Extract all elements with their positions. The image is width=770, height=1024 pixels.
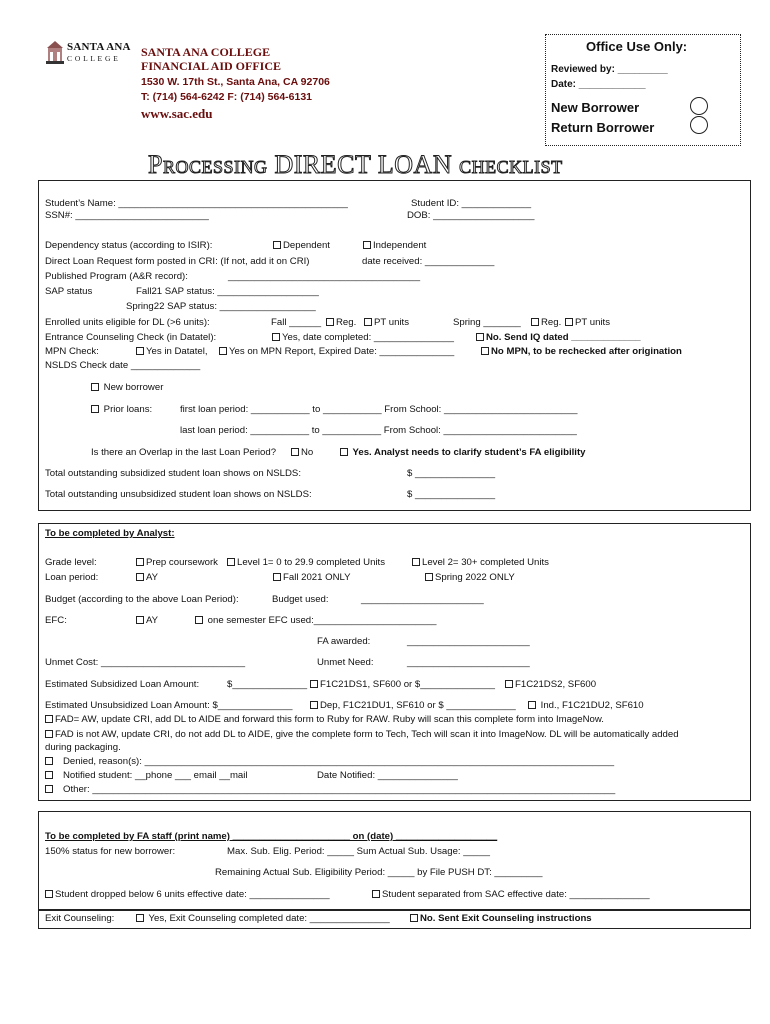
- return-borrower-radio[interactable]: [690, 116, 708, 134]
- return-borrower-label: Return Borrower: [551, 120, 655, 135]
- date-received-field[interactable]: date received: _____________: [362, 256, 495, 267]
- website-link[interactable]: www.sac.edu: [141, 106, 213, 121]
- unmet-need-label: Unmet Need:: [317, 657, 374, 668]
- enrolled-units-label: Enrolled units eligible for DL (>6 units):: [45, 317, 210, 328]
- new-borrower-radio[interactable]: [690, 97, 708, 115]
- exit-yes-checkbox[interactable]: Yes, Exit Counseling completed date: _______________: [136, 913, 390, 924]
- fall21-sap-field[interactable]: Fall21 SAP status: ___________________: [136, 286, 319, 297]
- budget-used-label: Budget used:: [272, 594, 329, 605]
- est-sub-ds2-checkbox[interactable]: F1C21DS2, SF600: [505, 679, 596, 690]
- dropped-below-checkbox[interactable]: Student dropped below 6 units effective date: _______________: [45, 889, 330, 900]
- total-unsubsidized-field[interactable]: $ _______________: [407, 489, 496, 500]
- mpn-report-checkbox[interactable]: Yes on MPN Report, Expired Date: ______________: [219, 346, 454, 357]
- unmet-cost-field[interactable]: Unmet Cost: ___________________________: [45, 657, 246, 668]
- fa-staff-heading: To be completed by FA staff (print name) ______________________ on (date) ___________________: [45, 831, 498, 842]
- fad-not-aw-checkbox[interactable]: FAD is not AW, update CRI, do not add DL to AIDE, give the complete form to Tech, Tech will scan it into ImageNow. DL will be automatically added: [45, 729, 679, 740]
- total-unsubsidized-label: Total outstanding unsubsidized student loan shows on NSLDS:: [45, 489, 312, 500]
- new-borrower-label: New Borrower: [551, 100, 640, 115]
- no-mpn-checkbox[interactable]: No MPN, to be rechecked after origination: [481, 346, 682, 357]
- unmet-need-field[interactable]: _______________________: [407, 657, 530, 668]
- mpn-check-label: MPN Check:: [45, 346, 99, 357]
- page-title: Processing DIRECT LOAN checklist: [148, 150, 563, 179]
- logo-text-line1: SANTA ANA: [67, 41, 131, 53]
- fad-aw-checkbox[interactable]: FAD= AW, update CRI, add DL to AIDE and forward this form to Ruby for RAW. Ruby will scan this complete form into ImageNow.: [45, 714, 604, 725]
- dependency-label: Dependency status (according to ISIR):: [45, 240, 213, 251]
- entrance-no-checkbox[interactable]: No. Send IQ dated _____________: [476, 332, 641, 343]
- est-unsub-dep-checkbox[interactable]: Dep, F1C21DU1, SF610 or $ _____________: [310, 700, 516, 711]
- last-loan-period-field[interactable]: last loan period: ___________ to ___________ From School: _________________________: [180, 425, 577, 436]
- office-date-field[interactable]: Date: ____________: [551, 79, 646, 90]
- spring2022-checkbox[interactable]: Spring 2022 ONLY: [425, 572, 515, 583]
- status150-label: 150% status for new borrower:: [45, 846, 176, 857]
- office-address: 1530 W. 17th St., Santa Ana, CA 92706: [141, 76, 330, 88]
- level1-checkbox[interactable]: Level 1= 0 to 29.9 completed Units: [227, 557, 385, 568]
- fall2021-checkbox[interactable]: Fall 2021 ONLY: [273, 572, 351, 583]
- exit-counseling-label: Exit Counseling:: [45, 913, 115, 924]
- independent-checkbox[interactable]: Independent: [363, 240, 426, 251]
- spring-units-field[interactable]: Spring _______: [453, 317, 521, 328]
- other-checkbox[interactable]: Other: __________________________________________________________________________________________________: [45, 784, 615, 795]
- fa-awarded-field[interactable]: _______________________: [407, 636, 530, 647]
- level2-checkbox[interactable]: Level 2= 30+ completed Units: [412, 557, 549, 568]
- est-subsidized-label: Estimated Subsidized Loan Amount:: [45, 679, 200, 690]
- first-loan-period-field[interactable]: first loan period: ___________ to ___________ From School: _________________________: [180, 404, 578, 415]
- spring22-sap-field[interactable]: Spring22 SAP status: __________________: [126, 301, 316, 312]
- fall-reg-checkbox[interactable]: Reg.: [326, 317, 356, 328]
- dob-field[interactable]: DOB: ___________________: [407, 210, 535, 221]
- published-program-label: Published Program (A&R record):: [45, 271, 188, 282]
- office-phone: T: (714) 564-6242 F: (714) 564-6131: [141, 91, 313, 103]
- prep-coursework-checkbox[interactable]: Prep coursework: [136, 557, 218, 568]
- fall-units-field[interactable]: Fall ______: [271, 317, 322, 328]
- college-name: SANTA ANA COLLEGE: [141, 45, 271, 59]
- overlap-no-checkbox[interactable]: No: [291, 447, 313, 458]
- spring-pt-checkbox[interactable]: PT units: [565, 317, 610, 328]
- separated-checkbox[interactable]: Student separated from SAC effective date: _______________: [372, 889, 650, 900]
- mpn-datatel-checkbox[interactable]: Yes in Datatel,: [136, 346, 208, 357]
- analyst-heading: To be completed by Analyst:: [45, 528, 175, 539]
- published-program-field[interactable]: ____________________________________: [228, 271, 421, 282]
- entrance-counseling-label: Entrance Counseling Check (in Datatel):: [45, 332, 217, 343]
- during-packaging-text: during packaging.: [45, 742, 121, 753]
- dl-request-label: Direct Loan Request form posted in CRI: (If not, add it on CRI): [45, 256, 310, 267]
- est-sub-ds1-checkbox[interactable]: F1C21DS1, SF600 or $______________: [310, 679, 495, 690]
- student-name-field[interactable]: Student’s Name: ___________________________________________: [45, 198, 348, 209]
- new-borrower-checkbox[interactable]: New borrower: [91, 382, 163, 393]
- reviewed-by-field[interactable]: Reviewed by: _________: [551, 64, 668, 75]
- loan-period-label: Loan period:: [45, 572, 99, 583]
- total-subsidized-field[interactable]: $ _______________: [407, 468, 496, 479]
- dependent-checkbox[interactable]: Dependent: [273, 240, 330, 251]
- remaining-eligibility-field[interactable]: Remaining Actual Sub. Eligibility Period: _____ by File PUSH DT: _________: [215, 867, 543, 878]
- efc-label: EFC:: [45, 615, 67, 626]
- nslds-check-field[interactable]: NSLDS Check date _____________: [45, 360, 201, 371]
- denied-checkbox[interactable]: Denied, reason(s): ________________________________________________________________________________________: [45, 756, 614, 767]
- prior-loans-checkbox[interactable]: Prior loans:: [91, 404, 152, 415]
- overlap-question: Is there an Overlap in the last Loan Period?: [91, 447, 277, 458]
- budget-used-field[interactable]: _______________________: [361, 594, 484, 605]
- notified-student-checkbox[interactable]: Notified student: __phone ___ email __mail: [45, 770, 248, 781]
- exit-no-checkbox[interactable]: No. Sent Exit Counseling instructions: [410, 913, 592, 924]
- total-subsidized-label: Total outstanding subsidized student loan shows on NSLDS:: [45, 468, 301, 479]
- max-sub-field[interactable]: Max. Sub. Elig. Period: _____ Sum Actual Sub. Usage: _____: [227, 846, 490, 857]
- student-id-field[interactable]: Student ID: _____________: [411, 198, 532, 209]
- date-notified-field[interactable]: Date Notified: _______________: [317, 770, 458, 781]
- fall-pt-checkbox[interactable]: PT units: [364, 317, 409, 328]
- ssn-field[interactable]: SSN#: _________________________: [45, 210, 209, 221]
- entrance-yes-checkbox[interactable]: Yes, date completed: _______________: [272, 332, 454, 343]
- logo-text-line2: C O L L E G E: [67, 54, 119, 63]
- efc-ay-checkbox[interactable]: AY: [136, 615, 158, 626]
- fa-awarded-label: FA awarded:: [317, 636, 371, 647]
- office-use-title: Office Use Only:: [586, 39, 688, 54]
- budget-label: Budget (according to the above Loan Period):: [45, 594, 239, 605]
- college-logo-icon: [46, 40, 64, 64]
- overlap-yes-checkbox[interactable]: Yes. Analyst needs to clarify student’s FA eligibility: [340, 447, 585, 458]
- est-unsub-ind-checkbox[interactable]: Ind., F1C21DU2, SF610: [528, 700, 644, 711]
- grade-level-label: Grade level:: [45, 557, 97, 568]
- office-name: FINANCIAL AID OFFICE: [141, 59, 282, 73]
- est-unsubsidized-field[interactable]: Estimated Unsubsidized Loan Amount: $______________: [45, 700, 293, 711]
- est-subsidized-field[interactable]: $______________: [227, 679, 308, 690]
- loan-ay-checkbox[interactable]: AY: [136, 572, 158, 583]
- one-semester-efc-checkbox[interactable]: one semester EFC used:_______________________: [195, 615, 437, 626]
- sap-status-label: SAP status: [45, 286, 93, 297]
- spring-reg-checkbox[interactable]: Reg.: [531, 317, 561, 328]
